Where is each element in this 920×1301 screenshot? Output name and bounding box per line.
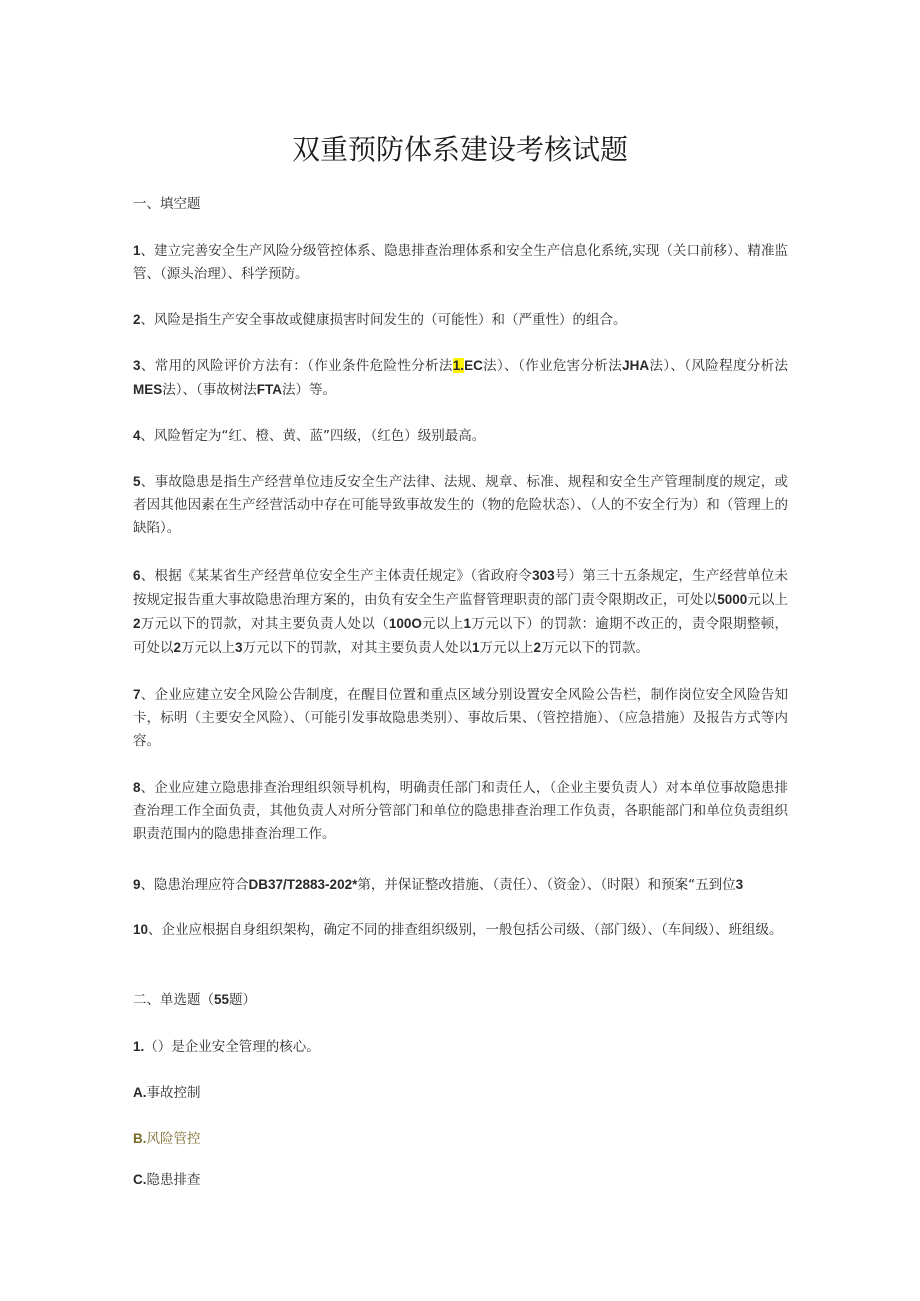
bold-run: 2 <box>133 616 141 631</box>
question-1 <box>133 239 788 286</box>
option-text: 隐患排查 <box>146 1172 201 1188</box>
page-title: 双重预防体系建设考核试题 <box>291 133 628 166</box>
question-number: 1. <box>133 1039 145 1054</box>
question-text: 、企业应根据自身组织架构，确定不同的排查组织级别，一般包括公司级、（部门级）、（车间级）、班组级。 <box>148 922 783 938</box>
option-letter: C. <box>133 1172 147 1187</box>
bold-run: 3 <box>735 877 744 892</box>
question-number: 7 <box>133 687 141 702</box>
single-choice-question-1 <box>133 1035 788 1059</box>
question-number: 6 <box>133 568 141 583</box>
text-run: 法）、（作业危害分析法 <box>482 358 623 374</box>
option-text: 事故控制 <box>146 1085 201 1101</box>
bold-run: 5000 <box>717 592 748 607</box>
text-run: 元以上 <box>421 616 464 632</box>
question-10 <box>133 918 788 942</box>
question-number: 8 <box>133 780 141 795</box>
question-9 <box>133 873 788 897</box>
text-run: 法）等。 <box>282 382 337 398</box>
question-text: 、建立完善安全生产风险分级管控体系、隐患排查治理体系和安全生产信息化系统,实现（关口前移）、精准监管、（源头治理）、科学预防。 <box>133 243 788 282</box>
text-run: 题） <box>229 992 257 1008</box>
text-run: 第，并保证整改措施、（责任）、（资金）、（时限）和预案“五到位 <box>357 877 736 893</box>
text-run: 万元以下）的罚款：逾期不改正的，责令限期整顿，可处以 <box>133 616 788 656</box>
section-heading-fill-in: 一、填空题 <box>133 196 201 212</box>
question-text: 、风险暂定为“红、橙、黄、蓝”四级，（红色）级别最高。 <box>140 428 486 444</box>
question-6 <box>133 564 788 660</box>
option-c <box>133 1168 788 1192</box>
bold-run: DB37/T2883-202* <box>248 877 358 892</box>
text-run: 号）第三十五条规定，生产经营单位未按规定报告重大事故隐患治理方案的，由负有安全生产监督管理职责的部门责令限期改正，可处以 <box>133 568 789 608</box>
bold-run: FTA <box>256 382 283 397</box>
question-5 <box>133 470 788 540</box>
option-text: 风险管控 <box>146 1131 201 1147</box>
question-3 <box>133 354 788 402</box>
question-text: 、企业应建立隐患排查治理组织领导机构，明确责任部门和责任人，（企业主要负责人）对本单位事故隐患排查治理工作全面负责，其他负责人对所分管部门和单位的隐患排查治理工作负责，各职能部门和单位负责组织职责范围内的隐患排查治理工作。 <box>133 780 788 842</box>
question-number: 5 <box>133 474 141 489</box>
text-run: 万元以上 <box>479 640 534 656</box>
bold-run: 1 <box>463 616 472 631</box>
question-text: 、事故隐患是指生产经营单位违反安全生产法律、法规、规章、标准、规程和安全生产管理制度的规定，或者因其他因素在生产经营活动中存在可能导致事故发生的（物的危险状态）、（人的不安全行为）和（管理上的缺陷）。 <box>133 474 788 536</box>
text-run: 二、单选题（ <box>133 992 214 1008</box>
bold-run: 1 <box>472 640 480 655</box>
bold-run: 55 <box>214 992 230 1007</box>
text-run: 万元以下的罚款，对其主要负责人处以（ <box>140 616 389 632</box>
bold-run: 2 <box>173 640 182 655</box>
highlighted-text: 1. <box>452 358 465 373</box>
bold-run: 2 <box>533 640 542 655</box>
question-text: 、企业应建立安全风险公告制度，在醒目位置和重点区域分别设置安全风险公告栏，制作岗位安全风险告知卡，标明（主要安全风险）、（可能引发事故隐患类别）、事故后果、（管控措施）、（应急措施）及报告方式等内容。 <box>133 687 788 749</box>
question-number: 2 <box>133 312 141 327</box>
bold-run: 3 <box>235 640 243 655</box>
option-letter: B. <box>133 1131 147 1146</box>
question-number: 3 <box>133 358 141 373</box>
bold-run: MES <box>133 382 163 397</box>
question-4 <box>133 424 788 448</box>
text-run: 法）、（风险程度分析法 <box>649 358 789 374</box>
text-run: 法）、（事故树法 <box>162 382 257 398</box>
text-run: 万元以下的罚款。 <box>541 640 650 656</box>
option-a <box>133 1081 788 1105</box>
bold-run: JHA <box>622 358 650 373</box>
bold-run: EC <box>464 358 483 373</box>
question-number: 4 <box>133 428 141 443</box>
question-8 <box>133 776 788 846</box>
text-run: 元以上 <box>747 592 789 608</box>
bold-run: 100O <box>388 616 422 631</box>
text-run: 、隐患治理应符合 <box>140 877 249 893</box>
question-number: 9 <box>133 877 141 892</box>
question-text: 、风险是指生产安全事故或健康损害时间发生的（可能性）和（严重性）的组合。 <box>140 312 627 328</box>
option-letter: A. <box>133 1085 147 1100</box>
text-run: 万元以下的罚款，对其主要负责人处以 <box>242 640 473 656</box>
text-run: 、常用的风险评价方法有：（作业条件危险性分析法 <box>140 358 453 374</box>
question-7 <box>133 683 788 753</box>
option-b <box>133 1127 788 1151</box>
section-heading-single-choice <box>133 988 788 1012</box>
question-number: 1 <box>133 243 141 258</box>
question-number: 10 <box>133 922 149 937</box>
question-text: （）是企业安全管理的核心。 <box>144 1039 320 1055</box>
bold-run: 303 <box>532 568 555 583</box>
text-run: 、根据《某某省生产经营单位安全生产主体责任规定》（省政府令 <box>140 568 533 584</box>
text-run: 万元以上 <box>181 640 236 656</box>
question-2 <box>133 308 788 332</box>
